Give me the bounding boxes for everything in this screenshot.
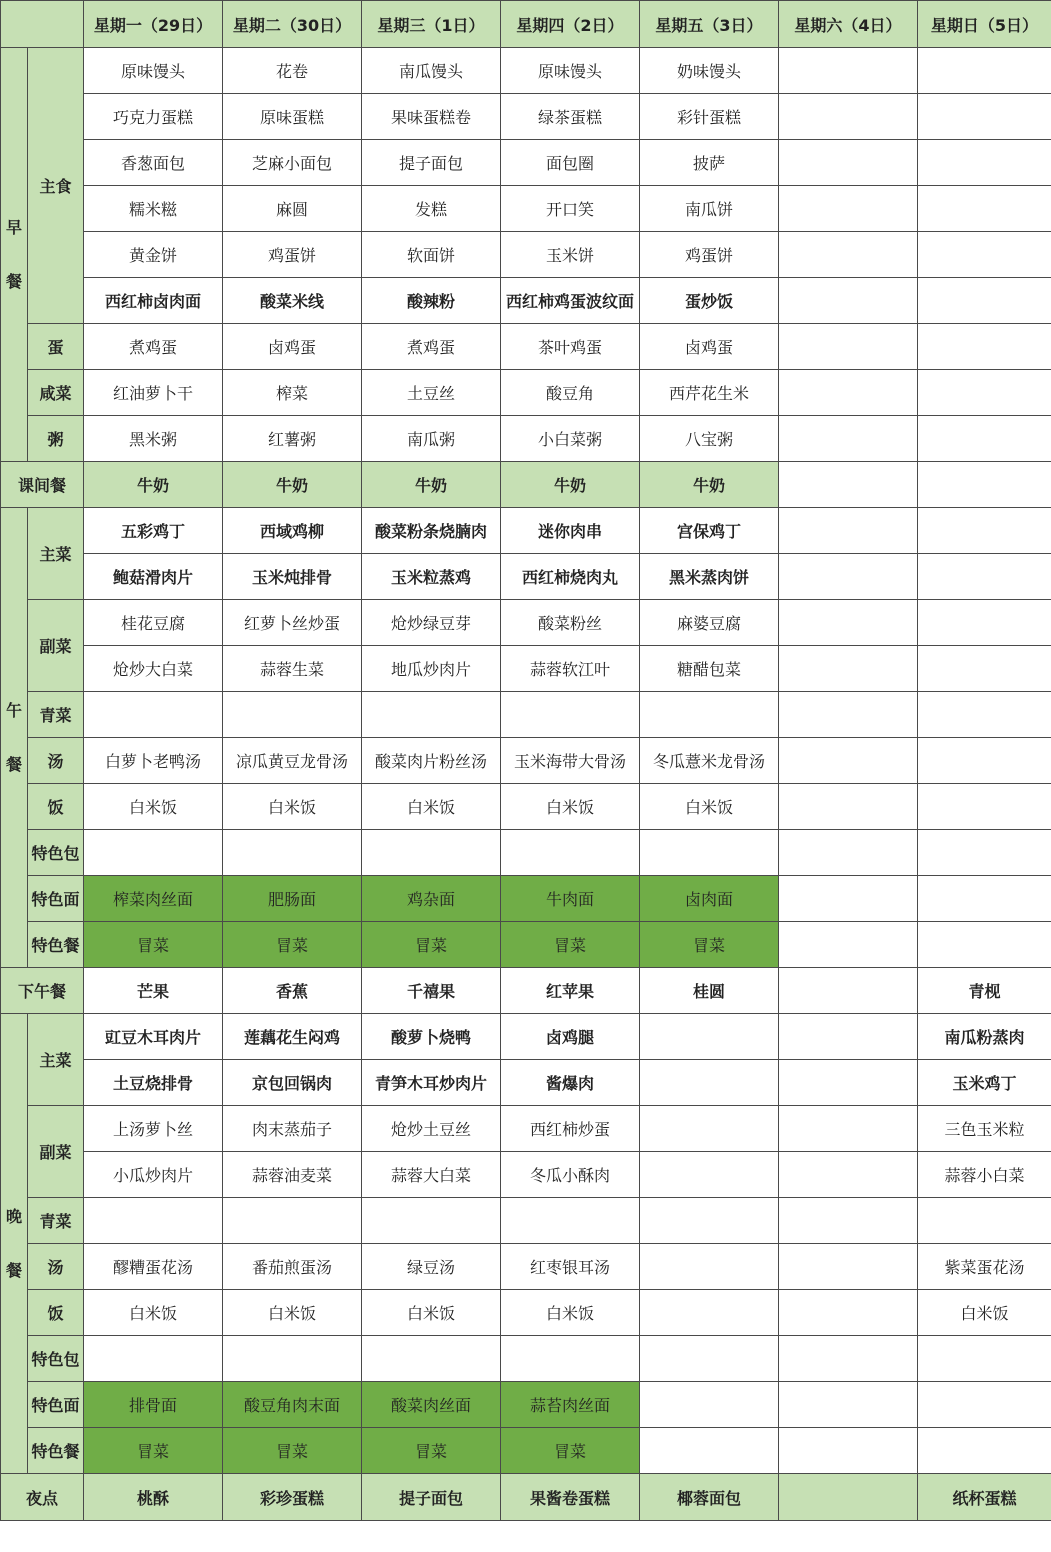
recess-row [1, 462, 1051, 508]
breakfast-staple-row [1, 278, 1051, 324]
menu-cell [918, 646, 1051, 692]
dinner-noodle-row [1, 1382, 1051, 1428]
menu-cell: 南瓜粉蒸肉 [918, 1014, 1051, 1060]
menu-cell [779, 324, 918, 370]
menu-cell: 冬瓜薏米龙骨汤 [640, 738, 779, 784]
menu-cell [779, 186, 918, 232]
menu-cell: 宫保鸡丁 [640, 508, 779, 554]
menu-cell: 榨菜肉丝面 [84, 876, 223, 922]
menu-cell [918, 1382, 1051, 1428]
meal-label-char: 餐 [5, 754, 22, 774]
meal-label-char: 晚 [5, 1206, 22, 1226]
menu-cell [84, 830, 223, 876]
menu-cell [779, 1244, 918, 1290]
category-porridge: 粥 [28, 416, 84, 462]
menu-cell: 冒菜 [501, 922, 640, 968]
menu-cell: 红萝卜丝炒蛋 [223, 600, 362, 646]
menu-cell: 发糕 [362, 186, 501, 232]
menu-cell: 酸菜肉丝面 [362, 1382, 501, 1428]
menu-cell [779, 876, 918, 922]
menu-cell [918, 416, 1051, 462]
lunch-soup-row [1, 738, 1051, 784]
menu-cell: 白米饭 [223, 1290, 362, 1336]
menu-cell: 蒜蓉生菜 [223, 646, 362, 692]
menu-cell [779, 1428, 918, 1474]
menu-cell [918, 554, 1051, 600]
menu-cell: 牛肉面 [501, 876, 640, 922]
menu-cell: 迷你肉串 [501, 508, 640, 554]
menu-cell: 煮鸡蛋 [362, 324, 501, 370]
category-rice: 饭 [28, 1290, 84, 1336]
menu-cell [84, 1336, 223, 1382]
menu-cell: 白萝卜老鸭汤 [84, 738, 223, 784]
breakfast-staple-row [1, 186, 1051, 232]
menu-cell: 酸菜粉丝 [501, 600, 640, 646]
category-main: 主菜 [28, 508, 84, 600]
menu-cell: 西域鸡柳 [223, 508, 362, 554]
menu-cell: 开口笑 [501, 186, 640, 232]
menu-cell: 西红柿烧肉丸 [501, 554, 640, 600]
menu-cell [918, 94, 1051, 140]
menu-cell: 榨菜 [223, 370, 362, 416]
menu-cell: 芝麻小面包 [223, 140, 362, 186]
menu-cell: 酸菜粉条烧腩肉 [362, 508, 501, 554]
breakfast-label [1, 48, 28, 462]
category-soup: 汤 [28, 1244, 84, 1290]
afternoon-label: 下午餐 [1, 968, 84, 1014]
menu-cell: 麻圆 [223, 186, 362, 232]
menu-cell: 茶叶鸡蛋 [501, 324, 640, 370]
menu-cell [223, 830, 362, 876]
menu-cell: 提子面包 [362, 140, 501, 186]
category-main: 主菜 [28, 1014, 84, 1106]
lunch-noodle-row [1, 876, 1051, 922]
menu-cell [918, 186, 1051, 232]
menu-cell [640, 692, 779, 738]
menu-cell [779, 94, 918, 140]
breakfast-staple-row [1, 48, 1051, 94]
menu-cell: 巧克力蛋糕 [84, 94, 223, 140]
menu-cell: 西红柿卤肉面 [84, 278, 223, 324]
menu-cell: 番茄煎蛋汤 [223, 1244, 362, 1290]
menu-cell: 土豆烧排骨 [84, 1060, 223, 1106]
menu-cell [640, 1152, 779, 1198]
menu-cell [779, 416, 918, 462]
category-pickle: 咸菜 [28, 370, 84, 416]
menu-cell: 玉米饼 [501, 232, 640, 278]
menu-cell: 冒菜 [501, 1428, 640, 1474]
menu-cell: 地瓜炒肉片 [362, 646, 501, 692]
menu-cell: 白米饭 [501, 1290, 640, 1336]
menu-cell [918, 738, 1051, 784]
menu-cell [779, 600, 918, 646]
category-bun: 特色包 [28, 1336, 84, 1382]
menu-cell [362, 1198, 501, 1244]
menu-cell: 南瓜馒头 [362, 48, 501, 94]
dinner-side-row [1, 1152, 1051, 1198]
menu-cell: 黑米蒸肉饼 [640, 554, 779, 600]
lunch-side-row [1, 646, 1051, 692]
meal-label-char: 午 [5, 700, 22, 720]
menu-cell: 蒜蓉小白菜 [918, 1152, 1051, 1198]
menu-cell: 奶味馒头 [640, 48, 779, 94]
breakfast-staple-row [1, 140, 1051, 186]
category-rice: 饭 [28, 784, 84, 830]
breakfast-porridge-row [1, 416, 1051, 462]
category-noodle: 特色面 [28, 1382, 84, 1428]
menu-cell [640, 830, 779, 876]
menu-cell: 炝炒大白菜 [84, 646, 223, 692]
menu-cell: 白米饭 [362, 1290, 501, 1336]
menu-cell [918, 370, 1051, 416]
menu-cell: 鸡蛋饼 [223, 232, 362, 278]
menu-cell: 白米饭 [84, 1290, 223, 1336]
menu-cell: 京包回锅肉 [223, 1060, 362, 1106]
menu-cell [640, 1290, 779, 1336]
category-greens: 青菜 [28, 1198, 84, 1244]
menu-cell [640, 1106, 779, 1152]
category-staple: 主食 [28, 48, 84, 324]
menu-cell: 披萨 [640, 140, 779, 186]
menu-cell [918, 830, 1051, 876]
menu-cell [918, 692, 1051, 738]
menu-cell [918, 278, 1051, 324]
category-special: 特色餐 [28, 1428, 84, 1474]
dinner-greens-row [1, 1198, 1051, 1244]
menu-cell: 红油萝卜干 [84, 370, 223, 416]
menu-cell: 冒菜 [640, 922, 779, 968]
menu-cell [640, 1198, 779, 1244]
night-row [1, 1474, 1051, 1521]
menu-cell: 卤鸡腿 [501, 1014, 640, 1060]
menu-cell: 三色玉米粒 [918, 1106, 1051, 1152]
menu-cell: 彩针蛋糕 [640, 94, 779, 140]
menu-cell [501, 692, 640, 738]
menu-cell: 南瓜饼 [640, 186, 779, 232]
lunch-main-row [1, 508, 1051, 554]
menu-cell: 原味蛋糕 [223, 94, 362, 140]
category-side: 副菜 [28, 600, 84, 692]
menu-cell: 绿茶蛋糕 [501, 94, 640, 140]
menu-cell: 白米饭 [918, 1290, 1051, 1336]
menu-cell: 麻婆豆腐 [640, 600, 779, 646]
menu-cell: 香蕉 [223, 968, 362, 1014]
menu-cell: 鸡蛋饼 [640, 232, 779, 278]
menu-cell: 西芹花生米 [640, 370, 779, 416]
menu-cell: 软面饼 [362, 232, 501, 278]
menu-cell: 果味蛋糕卷 [362, 94, 501, 140]
meal-label-char: 早 [5, 217, 22, 237]
menu-cell [918, 1428, 1051, 1474]
menu-cell [779, 830, 918, 876]
category-egg: 蛋 [28, 324, 84, 370]
day-header: 星期日（5日） [918, 1, 1051, 48]
menu-cell: 冒菜 [84, 922, 223, 968]
menu-cell: 酸菜米线 [223, 278, 362, 324]
menu-cell: 纸杯蛋糕 [918, 1474, 1051, 1521]
menu-cell: 红枣银耳汤 [501, 1244, 640, 1290]
menu-cell: 小瓜炒肉片 [84, 1152, 223, 1198]
menu-cell [918, 140, 1051, 186]
day-header: 星期一（29日） [84, 1, 223, 48]
menu-cell: 黑米粥 [84, 416, 223, 462]
menu-cell [779, 692, 918, 738]
menu-cell [779, 462, 918, 508]
menu-cell: 红苹果 [501, 968, 640, 1014]
menu-cell [501, 830, 640, 876]
menu-cell [779, 1382, 918, 1428]
menu-cell: 蒜蓉大白菜 [362, 1152, 501, 1198]
menu-cell: 白米饭 [640, 784, 779, 830]
header-row [1, 1, 1051, 48]
day-header: 星期二（30日） [223, 1, 362, 48]
menu-cell: 蒜苔肉丝面 [501, 1382, 640, 1428]
dinner-bun-row [1, 1336, 1051, 1382]
menu-cell [918, 600, 1051, 646]
lunch-bun-row [1, 830, 1051, 876]
menu-cell: 酸豆角肉末面 [223, 1382, 362, 1428]
category-side: 副菜 [28, 1106, 84, 1198]
menu-cell: 煮鸡蛋 [84, 324, 223, 370]
menu-cell: 酸萝卜烧鸭 [362, 1014, 501, 1060]
menu-cell: 椰蓉面包 [640, 1474, 779, 1521]
menu-cell: 上汤萝卜丝 [84, 1106, 223, 1152]
menu-cell [640, 1336, 779, 1382]
menu-cell [918, 324, 1051, 370]
menu-cell [779, 140, 918, 186]
night-label: 夜点 [1, 1474, 84, 1521]
menu-cell [918, 1336, 1051, 1382]
menu-cell [640, 1428, 779, 1474]
menu-cell [779, 1474, 918, 1521]
menu-cell [779, 738, 918, 784]
menu-cell [223, 692, 362, 738]
menu-cell: 冒菜 [362, 922, 501, 968]
menu-cell: 豇豆木耳肉片 [84, 1014, 223, 1060]
menu-cell: 芒果 [84, 968, 223, 1014]
menu-cell: 玉米鸡丁 [918, 1060, 1051, 1106]
menu-cell: 醪糟蛋花汤 [84, 1244, 223, 1290]
menu-cell [918, 48, 1051, 94]
menu-cell [918, 922, 1051, 968]
day-header: 星期三（1日） [362, 1, 501, 48]
menu-cell [779, 968, 918, 1014]
menu-cell: 白米饭 [84, 784, 223, 830]
dinner-side-row [1, 1106, 1051, 1152]
menu-cell: 蛋炒饭 [640, 278, 779, 324]
menu-cell [779, 1336, 918, 1382]
category-noodle: 特色面 [28, 876, 84, 922]
menu-cell: 冬瓜小酥肉 [501, 1152, 640, 1198]
menu-cell: 卤肉面 [640, 876, 779, 922]
menu-cell: 炝炒土豆丝 [362, 1106, 501, 1152]
lunch-greens-row [1, 692, 1051, 738]
meal-label-char: 餐 [5, 271, 22, 291]
menu-cell [918, 876, 1051, 922]
menu-cell: 酸辣粉 [362, 278, 501, 324]
menu-cell: 鸡杂面 [362, 876, 501, 922]
menu-cell [918, 508, 1051, 554]
menu-cell: 黄金饼 [84, 232, 223, 278]
menu-cell [640, 1244, 779, 1290]
menu-cell: 西红柿炒蛋 [501, 1106, 640, 1152]
menu-cell: 果酱卷蛋糕 [501, 1474, 640, 1521]
menu-cell: 冒菜 [362, 1428, 501, 1474]
menu-cell: 酸豆角 [501, 370, 640, 416]
menu-cell: 青枧 [918, 968, 1051, 1014]
menu-cell: 酱爆肉 [501, 1060, 640, 1106]
menu-cell: 玉米炖排骨 [223, 554, 362, 600]
menu-cell [640, 1060, 779, 1106]
menu-cell: 绿豆汤 [362, 1244, 501, 1290]
meal-label-char: 餐 [5, 1260, 22, 1280]
breakfast-staple-row [1, 94, 1051, 140]
menu-cell [640, 1014, 779, 1060]
menu-cell [918, 462, 1051, 508]
menu-cell: 鲍菇滑肉片 [84, 554, 223, 600]
lunch-main-row [1, 554, 1051, 600]
day-header: 星期五（3日） [640, 1, 779, 48]
menu-cell: 冒菜 [223, 922, 362, 968]
menu-cell: 白米饭 [362, 784, 501, 830]
menu-cell [362, 830, 501, 876]
menu-cell: 香葱面包 [84, 140, 223, 186]
afternoon-row [1, 968, 1051, 1014]
menu-cell: 冒菜 [223, 1428, 362, 1474]
menu-cell [779, 1060, 918, 1106]
dinner-label [1, 1014, 28, 1474]
lunch-special-row [1, 922, 1051, 968]
menu-cell: 桃酥 [84, 1474, 223, 1521]
menu-cell: 糯米糍 [84, 186, 223, 232]
menu-cell [918, 232, 1051, 278]
menu-cell: 牛奶 [501, 462, 640, 508]
menu-cell: 牛奶 [223, 462, 362, 508]
menu-cell: 牛奶 [362, 462, 501, 508]
menu-cell: 桂花豆腐 [84, 600, 223, 646]
menu-cell [501, 1336, 640, 1382]
menu-cell: 西红柿鸡蛋波纹面 [501, 278, 640, 324]
lunch-label [1, 508, 28, 968]
menu-cell: 小白菜粥 [501, 416, 640, 462]
menu-cell [223, 1198, 362, 1244]
breakfast-staple-row [1, 232, 1051, 278]
category-special: 特色餐 [28, 922, 84, 968]
dinner-rice-row [1, 1290, 1051, 1336]
menu-cell: 提子面包 [362, 1474, 501, 1521]
lunch-rice-row [1, 784, 1051, 830]
menu-cell: 八宝粥 [640, 416, 779, 462]
menu-cell: 玉米海带大骨汤 [501, 738, 640, 784]
menu-cell [779, 370, 918, 416]
menu-cell [362, 1336, 501, 1382]
menu-cell [779, 646, 918, 692]
menu-cell: 面包圈 [501, 140, 640, 186]
dinner-main-row [1, 1014, 1051, 1060]
menu-cell: 卤鸡蛋 [640, 324, 779, 370]
menu-cell: 冒菜 [84, 1428, 223, 1474]
menu-cell [779, 278, 918, 324]
menu-cell: 蒜蓉软江叶 [501, 646, 640, 692]
menu-cell: 糖醋包菜 [640, 646, 779, 692]
menu-cell: 红薯粥 [223, 416, 362, 462]
day-header: 星期六（4日） [779, 1, 918, 48]
menu-cell [501, 1198, 640, 1244]
menu-cell: 南瓜粥 [362, 416, 501, 462]
header-corner [1, 1, 84, 48]
dinner-main-row [1, 1060, 1051, 1106]
menu-cell: 玉米粒蒸鸡 [362, 554, 501, 600]
menu-cell [779, 1106, 918, 1152]
menu-cell [779, 922, 918, 968]
menu-cell: 卤鸡蛋 [223, 324, 362, 370]
menu-cell [779, 784, 918, 830]
menu-cell: 彩珍蛋糕 [223, 1474, 362, 1521]
menu-cell: 千禧果 [362, 968, 501, 1014]
dinner-special-row [1, 1428, 1051, 1474]
menu-cell [779, 232, 918, 278]
menu-cell: 肥肠面 [223, 876, 362, 922]
menu-cell: 白米饭 [501, 784, 640, 830]
menu-cell [918, 784, 1051, 830]
menu-cell: 牛奶 [84, 462, 223, 508]
menu-cell [779, 1290, 918, 1336]
menu-cell [84, 1198, 223, 1244]
menu-cell: 蒜蓉油麦菜 [223, 1152, 362, 1198]
category-soup: 汤 [28, 738, 84, 784]
menu-cell [779, 1014, 918, 1060]
menu-cell [362, 692, 501, 738]
menu-cell: 炝炒绿豆芽 [362, 600, 501, 646]
menu-cell [223, 1336, 362, 1382]
recess-label: 课间餐 [1, 462, 84, 508]
menu-cell: 花卷 [223, 48, 362, 94]
menu-cell: 牛奶 [640, 462, 779, 508]
menu-cell [640, 1382, 779, 1428]
menu-cell: 原味馒头 [501, 48, 640, 94]
lunch-side-row [1, 600, 1051, 646]
breakfast-egg-row [1, 324, 1051, 370]
dinner-soup-row [1, 1244, 1051, 1290]
menu-cell [84, 692, 223, 738]
menu-cell: 白米饭 [223, 784, 362, 830]
menu-cell: 青笋木耳炒肉片 [362, 1060, 501, 1106]
menu-cell [779, 508, 918, 554]
menu-cell: 五彩鸡丁 [84, 508, 223, 554]
category-greens: 青菜 [28, 692, 84, 738]
menu-cell [779, 554, 918, 600]
menu-cell: 莲藕花生闷鸡 [223, 1014, 362, 1060]
menu-cell: 肉末蒸茄子 [223, 1106, 362, 1152]
menu-cell [779, 1198, 918, 1244]
category-bun: 特色包 [28, 830, 84, 876]
menu-cell: 土豆丝 [362, 370, 501, 416]
menu-cell: 排骨面 [84, 1382, 223, 1428]
breakfast-pickle-row [1, 370, 1051, 416]
menu-cell [779, 1152, 918, 1198]
menu-cell: 原味馒头 [84, 48, 223, 94]
menu-cell: 紫菜蛋花汤 [918, 1244, 1051, 1290]
menu-cell: 酸菜肉片粉丝汤 [362, 738, 501, 784]
menu-cell: 桂圆 [640, 968, 779, 1014]
menu-cell [918, 1198, 1051, 1244]
menu-cell: 凉瓜黄豆龙骨汤 [223, 738, 362, 784]
menu-cell [779, 48, 918, 94]
day-header: 星期四（2日） [501, 1, 640, 48]
